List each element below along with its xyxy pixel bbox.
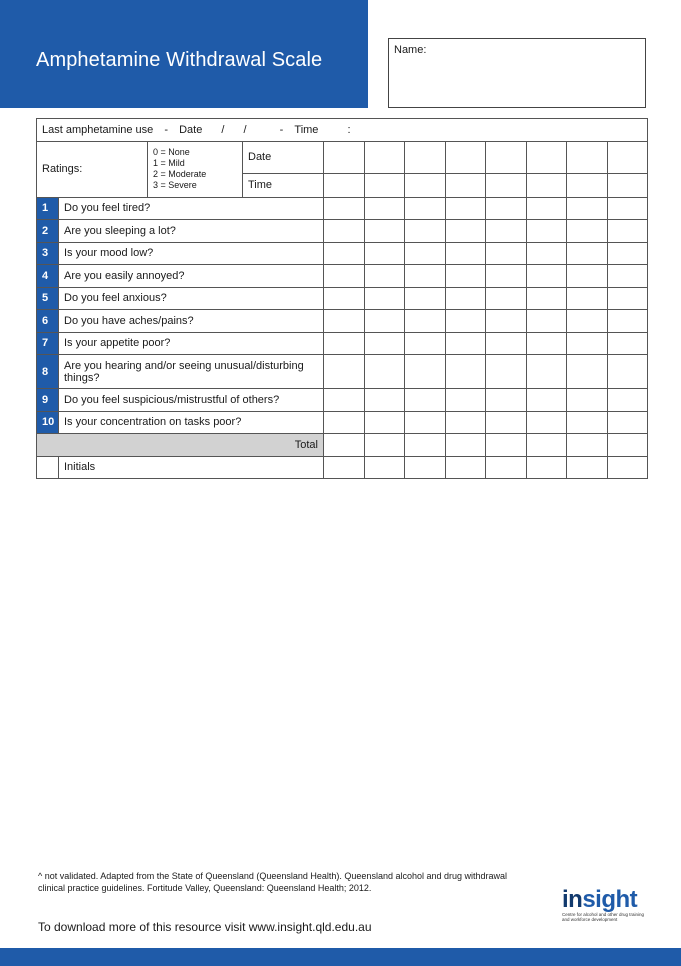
date-slash: / xyxy=(221,123,225,136)
score-cell[interactable] xyxy=(567,287,608,310)
time-cell[interactable] xyxy=(607,173,648,197)
score-cell[interactable] xyxy=(486,287,527,310)
score-cell[interactable] xyxy=(405,287,446,310)
score-cell[interactable] xyxy=(445,242,486,265)
score-cell[interactable] xyxy=(526,389,567,412)
score-cell[interactable] xyxy=(607,265,648,288)
score-cell[interactable] xyxy=(364,287,405,310)
score-cell[interactable] xyxy=(607,389,648,412)
separator-dash: - xyxy=(279,123,284,136)
total-cell[interactable] xyxy=(526,434,567,457)
question-row xyxy=(37,265,648,288)
score-cell[interactable] xyxy=(405,220,446,243)
score-cell[interactable] xyxy=(486,355,527,389)
initials-row xyxy=(37,456,648,479)
total-cell[interactable] xyxy=(607,434,648,457)
score-cell[interactable] xyxy=(445,287,486,310)
question-row xyxy=(37,389,648,412)
total-cell[interactable] xyxy=(405,434,446,457)
question-text: Are you hearing and/or seeing unusual/disturbing things? xyxy=(59,355,324,389)
rating-mild: 1 = Mild xyxy=(153,158,185,168)
ratings-label: Ratings: xyxy=(42,163,83,175)
score-cell[interactable] xyxy=(405,242,446,265)
time-colon: : xyxy=(347,123,351,136)
question-row xyxy=(37,332,648,355)
date-cell[interactable] xyxy=(486,141,527,173)
score-cell[interactable] xyxy=(445,355,486,389)
question-row xyxy=(37,220,648,243)
initials-spacer xyxy=(37,456,59,479)
score-cell[interactable] xyxy=(324,197,365,220)
question-number: 8 xyxy=(37,355,59,389)
score-cell[interactable] xyxy=(324,411,365,434)
time-caption: Time xyxy=(294,123,319,136)
score-cell[interactable] xyxy=(526,411,567,434)
date-cell[interactable] xyxy=(445,141,486,173)
score-cell[interactable] xyxy=(405,355,446,389)
score-cell[interactable] xyxy=(324,287,365,310)
score-cell[interactable] xyxy=(405,265,446,288)
question-text: Do you feel anxious? xyxy=(59,287,324,310)
score-cell[interactable] xyxy=(486,197,527,220)
initials-cell[interactable] xyxy=(486,456,527,479)
score-cell[interactable] xyxy=(567,389,608,412)
score-cell[interactable] xyxy=(324,220,365,243)
score-cell[interactable] xyxy=(567,265,608,288)
score-cell[interactable] xyxy=(445,411,486,434)
title-banner xyxy=(0,0,368,108)
question-row xyxy=(37,355,648,389)
score-cell[interactable] xyxy=(324,355,365,389)
withdrawal-scale-table xyxy=(36,118,648,479)
question-row xyxy=(37,310,648,333)
score-cell[interactable] xyxy=(364,411,405,434)
date-cell[interactable] xyxy=(405,141,446,173)
score-cell[interactable] xyxy=(607,242,648,265)
date-cell[interactable] xyxy=(607,141,648,173)
score-cell[interactable] xyxy=(364,355,405,389)
total-cell[interactable] xyxy=(567,434,608,457)
score-cell[interactable] xyxy=(526,265,567,288)
separator-dash: - xyxy=(164,123,169,136)
question-text: Are you sleeping a lot? xyxy=(59,220,324,243)
score-cell[interactable] xyxy=(324,332,365,355)
question-number: 10 xyxy=(37,411,59,434)
total-cell[interactable] xyxy=(324,434,365,457)
score-cell[interactable] xyxy=(526,310,567,333)
score-cell[interactable] xyxy=(445,332,486,355)
question-text: Are you easily annoyed? xyxy=(59,265,324,288)
initials-label: Initials xyxy=(59,456,324,479)
question-text: Is your appetite poor? xyxy=(59,332,324,355)
initials-cell[interactable] xyxy=(324,456,365,479)
logo-word-in: in xyxy=(562,886,583,913)
date-row-label: Date xyxy=(243,141,324,173)
question-row xyxy=(37,242,648,265)
page-title: Amphetamine Withdrawal Scale xyxy=(36,49,323,71)
score-cell[interactable] xyxy=(445,310,486,333)
score-cell[interactable] xyxy=(526,220,567,243)
date-caption: Date xyxy=(179,123,203,136)
score-cell[interactable] xyxy=(364,220,405,243)
score-cell[interactable] xyxy=(486,310,527,333)
footnote: ^ not validated. Adapted from the State of Queensland (Queensland Health). Queensland alcohol and drug withdrawal clinical practice guidelines. Fortitude Valley, Queensland: Queensland Health; 2012. xyxy=(38,871,508,893)
question-text: Is your mood low? xyxy=(59,242,324,265)
initials-cell[interactable] xyxy=(526,456,567,479)
score-cell[interactable] xyxy=(364,389,405,412)
score-cell[interactable] xyxy=(324,265,365,288)
question-row xyxy=(37,287,648,310)
initials-cell[interactable] xyxy=(405,456,446,479)
score-cell[interactable] xyxy=(486,411,527,434)
download-link-text: To download more of this resource visit www.insight.qld.edu.au xyxy=(38,920,372,934)
score-cell[interactable] xyxy=(324,389,365,412)
score-cell[interactable] xyxy=(607,332,648,355)
score-cell[interactable] xyxy=(364,265,405,288)
time-cell[interactable] xyxy=(445,173,486,197)
rating-moderate: 2 = Moderate xyxy=(153,169,207,179)
ratings-legend xyxy=(148,141,243,197)
score-cell[interactable] xyxy=(526,332,567,355)
score-cell[interactable] xyxy=(526,197,567,220)
score-cell[interactable] xyxy=(445,220,486,243)
score-cell[interactable] xyxy=(405,197,446,220)
score-cell[interactable] xyxy=(567,411,608,434)
score-cell[interactable] xyxy=(405,332,446,355)
score-cell[interactable] xyxy=(486,242,527,265)
score-cell[interactable] xyxy=(607,287,648,310)
date-cell[interactable] xyxy=(567,141,608,173)
ratings-label-cell xyxy=(37,141,148,197)
initials-cell[interactable] xyxy=(445,456,486,479)
score-cell[interactable] xyxy=(405,310,446,333)
score-cell[interactable] xyxy=(607,411,648,434)
question-number: 4 xyxy=(37,265,59,288)
score-cell[interactable] xyxy=(364,197,405,220)
last-use-label: Last amphetamine use xyxy=(42,123,154,136)
score-cell[interactable] xyxy=(567,220,608,243)
name-field[interactable] xyxy=(388,38,646,108)
logo-tagline: Centre for alcohol and other drug training and workforce development xyxy=(562,912,645,922)
score-cell[interactable] xyxy=(607,197,648,220)
question-row xyxy=(37,411,648,434)
score-cell[interactable] xyxy=(445,197,486,220)
score-cell[interactable] xyxy=(567,332,608,355)
score-cell[interactable] xyxy=(526,355,567,389)
rating-severe: 3 = Severe xyxy=(153,180,197,190)
score-cell[interactable] xyxy=(486,220,527,243)
initials-cell[interactable] xyxy=(607,456,648,479)
date-slash: / xyxy=(243,123,247,136)
question-number: 2 xyxy=(37,220,59,243)
question-number: 6 xyxy=(37,310,59,333)
question-number: 5 xyxy=(37,287,59,310)
time-cell[interactable] xyxy=(324,173,365,197)
time-cell[interactable] xyxy=(526,173,567,197)
score-cell[interactable] xyxy=(324,242,365,265)
score-cell[interactable] xyxy=(607,220,648,243)
score-cell[interactable] xyxy=(526,242,567,265)
score-cell[interactable] xyxy=(486,265,527,288)
score-cell[interactable] xyxy=(607,310,648,333)
ratings-date-row xyxy=(37,141,648,173)
question-number: 3 xyxy=(37,242,59,265)
initials-cell[interactable] xyxy=(364,456,405,479)
score-cell[interactable] xyxy=(607,355,648,389)
score-cell[interactable] xyxy=(567,242,608,265)
total-cell[interactable] xyxy=(445,434,486,457)
time-cell[interactable] xyxy=(364,173,405,197)
logo-word-rest: sight xyxy=(582,886,638,913)
score-cell[interactable] xyxy=(567,310,608,333)
score-cell[interactable] xyxy=(445,265,486,288)
last-use-row xyxy=(37,119,648,142)
question-number: 1 xyxy=(37,197,59,220)
score-cell[interactable] xyxy=(364,332,405,355)
score-cell[interactable] xyxy=(405,389,446,412)
time-cell[interactable] xyxy=(405,173,446,197)
score-cell[interactable] xyxy=(364,310,405,333)
time-row-label: Time xyxy=(243,173,324,197)
date-cell[interactable] xyxy=(364,141,405,173)
question-number: 7 xyxy=(37,332,59,355)
insight-logo xyxy=(562,888,648,932)
logo-wordmark xyxy=(562,888,648,912)
score-cell[interactable] xyxy=(445,389,486,412)
score-cell[interactable] xyxy=(526,287,567,310)
total-row xyxy=(37,434,648,457)
score-cell[interactable] xyxy=(486,332,527,355)
initials-cell[interactable] xyxy=(567,456,608,479)
time-cell[interactable] xyxy=(486,173,527,197)
total-label: Total xyxy=(37,434,324,457)
question-row xyxy=(37,197,648,220)
question-text: Do you have aches/pains? xyxy=(59,310,324,333)
score-cell[interactable] xyxy=(405,411,446,434)
total-cell[interactable] xyxy=(364,434,405,457)
bottom-bar xyxy=(0,948,681,966)
rating-none: 0 = None xyxy=(153,147,190,157)
question-number: 9 xyxy=(37,389,59,412)
question-text: Is your concentration on tasks poor? xyxy=(59,411,324,434)
score-cell[interactable] xyxy=(567,355,608,389)
date-cell[interactable] xyxy=(324,141,365,173)
score-cell[interactable] xyxy=(324,310,365,333)
date-cell[interactable] xyxy=(526,141,567,173)
question-text: Do you feel tired? xyxy=(59,197,324,220)
time-cell[interactable] xyxy=(567,173,608,197)
score-cell[interactable] xyxy=(567,197,608,220)
score-cell[interactable] xyxy=(364,242,405,265)
question-text: Do you feel suspicious/mistrustful of others? xyxy=(59,389,324,412)
name-label: Name: xyxy=(394,44,427,56)
last-use-field[interactable] xyxy=(37,119,648,142)
total-cell[interactable] xyxy=(486,434,527,457)
score-cell[interactable] xyxy=(486,389,527,412)
